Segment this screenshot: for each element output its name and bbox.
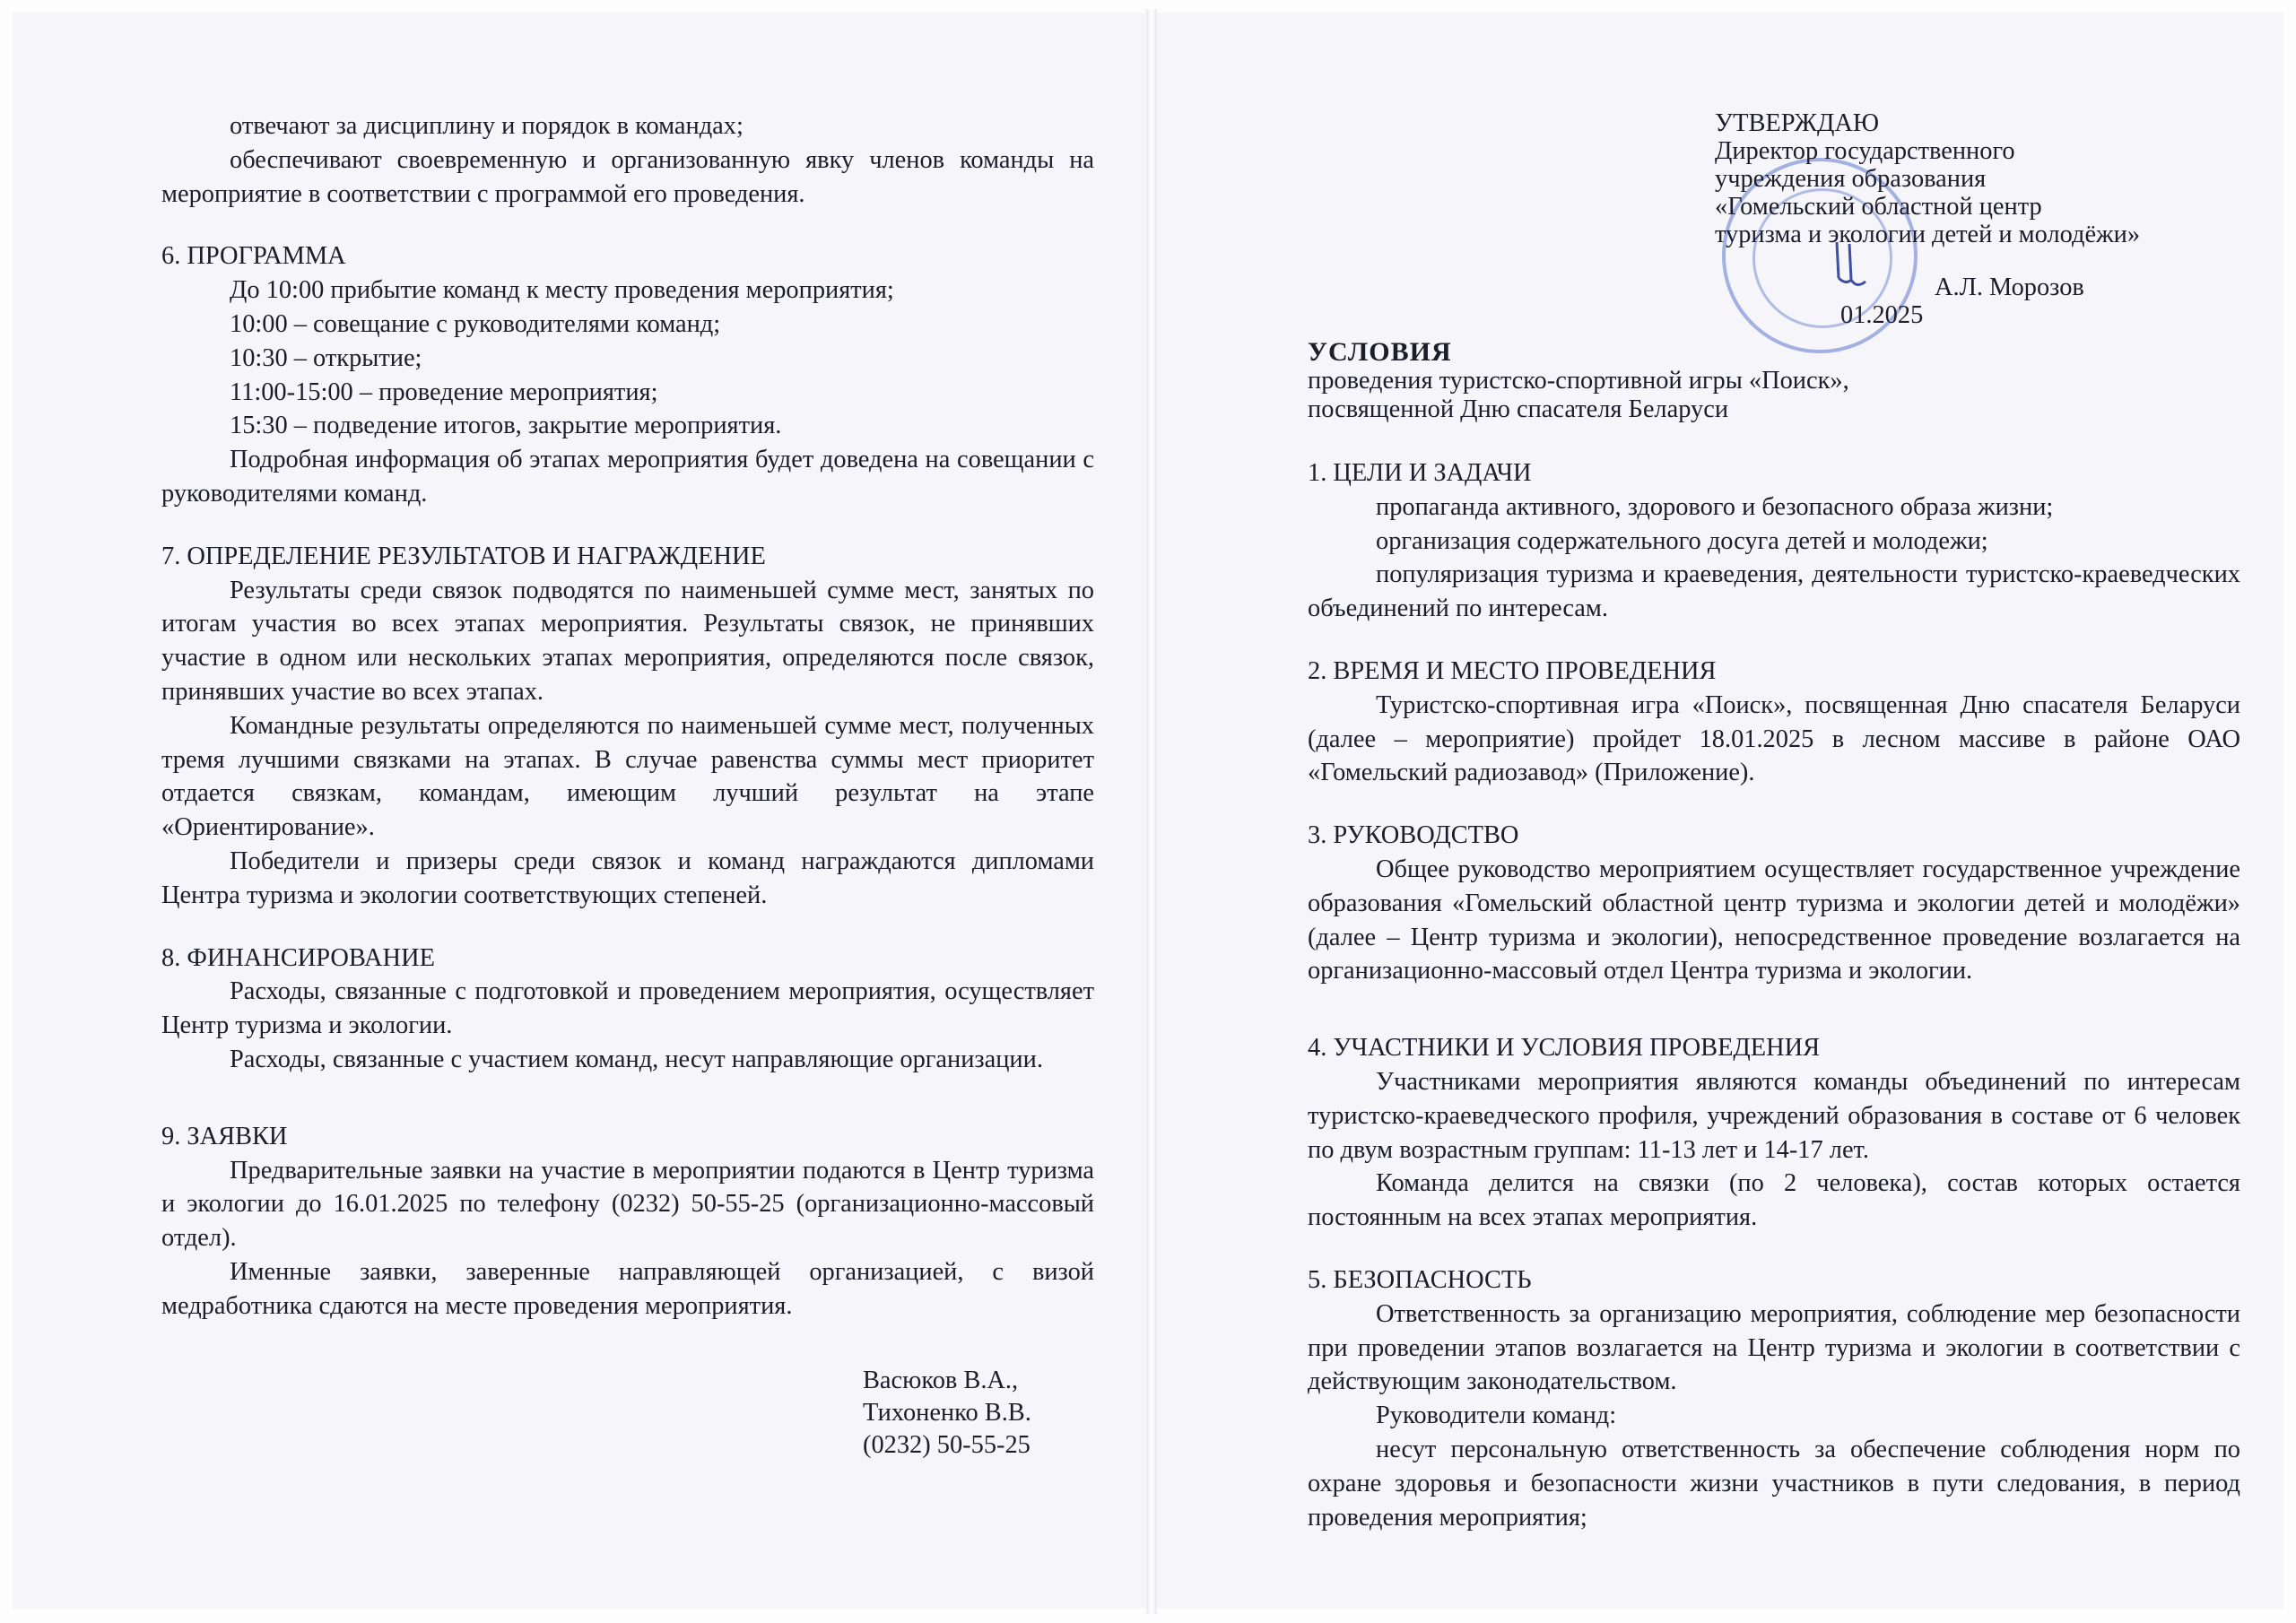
right-page-text	[1308, 109, 2240, 1534]
contact-line: Тихоненко В.В.	[863, 1398, 1031, 1427]
approval-name: А.Л. Морозов	[1935, 273, 2084, 301]
goal-item: пропаганда активного, здорового и безопасного образа жизни;	[1376, 492, 2054, 521]
program-item: 10:00 – совещание с руководителями команд;	[230, 309, 721, 338]
approval-line: Директор государственного	[1715, 137, 2015, 165]
goal-item: организация содержательного досуга детей и молодежи;	[1376, 526, 1988, 555]
intro-line-2: обеспечивают своевременную и организованную явку членов команды на мероприятие в соответствии с программой его проведения.	[161, 145, 1094, 208]
left-page-text	[161, 109, 1094, 1462]
safety-paragraph: несут персональную ответственность за обеспечение соблюдения норм по охране здоровья и безопасности жизни участников в пути следования, в период проведения мероприятия;	[1308, 1435, 2240, 1532]
section-heading-management: 3. РУКОВОДСТВО	[1308, 821, 1519, 850]
approval-line: туризма и экологии детей и молодёжи»	[1715, 221, 2141, 248]
document-title	[1308, 338, 2240, 424]
title-line: проведения туристско-спортивной игры «Поиск»,	[1308, 367, 1849, 395]
title-line: посвященной Дню спасателя Беларуси	[1308, 395, 1729, 423]
section-heading-time-place: 2. ВРЕМЯ И МЕСТО ПРОВЕДЕНИЯ	[1308, 656, 1717, 685]
section-heading-program: 6. ПРОГРАММА	[161, 242, 346, 271]
contact-line: (0232) 50-55-25	[863, 1430, 1031, 1459]
management-paragraph: Общее руководство мероприятием осуществляет государственное учреждение образования «Гомельский областной центр туризма и экологии детей и молодёжи» (далее – Центр туризма и экологии), непосредственное проведение возлагается на организационно-массовый отдел Центра туризма и экологии.	[1308, 855, 2240, 985]
applications-paragraph: Предварительные заявки на участие в мероприятии подаются в Центр туризма и экологии до 16.01.2025 по телефону (0232) 50-55-25 (организационно-массовый отдел).	[161, 1156, 1094, 1253]
approval-line: «Гомельский областной центр	[1715, 193, 2042, 221]
results-paragraph: Результаты среди связок подводятся по наименьшей сумме мест, занятых по итогам участия во всех этапах мероприятия. Результаты связок, не принявших участие в одном или нескольких этапах мероприятия, определяются после связок, принявших участие во всех этапах.	[161, 576, 1094, 706]
section-heading-financing: 8. ФИНАНСИРОВАНИЕ	[161, 943, 435, 972]
safety-paragraph: Руководители команд:	[1376, 1402, 1617, 1430]
section-heading-goals: 1. ЦЕЛИ И ЗАДАЧИ	[1308, 459, 1532, 487]
results-paragraph: Победители и призеры среди связок и команд награждаются дипломами Центра туризма и экологии соответствующих степеней.	[161, 846, 1094, 909]
financing-paragraph: Расходы, связанные с участием команд, несут направляющие организации.	[230, 1045, 1043, 1073]
section-heading-applications: 9. ЗАЯВКИ	[161, 1122, 288, 1150]
goal-item: популяризация туризма и краеведения, деятельности туристско-краеведческих объединений по интересам.	[1308, 560, 2240, 623]
program-note: Подробная информация об этапах мероприятия будет доведена на совещании с руководителями команд.	[161, 446, 1094, 508]
contact-line: Васюков В.А.,	[863, 1366, 1019, 1394]
approval-line: учреждения образования	[1715, 165, 1987, 193]
section-heading-safety: 5. БЕЗОПАСНОСТЬ	[1308, 1265, 1532, 1294]
time-place-paragraph: Туристско-спортивная игра «Поиск», посвященная Дню спасателя Беларуси (далее – мероприятие) пройдет 18.01.2025 в лесном массиве в районе ОАО «Гомельский радиозавод» (Приложение).	[1308, 690, 2240, 787]
page-fold	[1146, 9, 1157, 1614]
safety-paragraph: Ответственность за организацию мероприятия, соблюдение мер безопасности при проведении этапов возлагается на Центр туризма и экологии в соответствии с действующим законодательством.	[1308, 1299, 2240, 1396]
program-item: 11:00-15:00 – проведение мероприятия;	[230, 378, 658, 406]
approval-word: УТВЕРЖДАЮ	[1715, 109, 1880, 137]
program-item: До 10:00 прибытие команд к месту проведения мероприятия;	[230, 276, 894, 305]
applications-paragraph: Именные заявки, заверенные направляющей организацией, с визой медработника сдаются на месте проведения мероприятия.	[161, 1257, 1094, 1320]
intro-line-1: отвечают за дисциплину и порядок в командах;	[230, 112, 744, 140]
participants-paragraph: Команда делится на связки (по 2 человека), состав которых остается постоянным на всех этапах мероприятия.	[1308, 1169, 2240, 1232]
section-heading-results: 7. ОПРЕДЕЛЕНИЕ РЕЗУЛЬТАТОВ И НАГРАЖДЕНИЕ	[161, 542, 766, 570]
approval-date: 01.2025	[1840, 301, 1924, 329]
title-main: УСЛОВИЯ	[1308, 337, 1452, 367]
financing-paragraph: Расходы, связанные с подготовкой и проведением мероприятия, осуществляет Центр туризма и экологии.	[161, 977, 1094, 1040]
program-item: 10:30 – открытие;	[230, 343, 422, 372]
participants-paragraph: Участниками мероприятия являются команды объединений по интересам туристско-краеведческого профиля, учреждений образования в составе от 6 человек по двум возрастным группам: 11-13 лет и 14-17 лет.	[1308, 1067, 2240, 1164]
approval-block	[1715, 109, 2240, 329]
program-item: 15:30 – подведение итогов, закрытие мероприятия.	[230, 412, 782, 440]
results-paragraph: Командные результаты определяются по наименьшей сумме мест, полученных тремя лучшими связками на этапах. В случае равенства суммы мест приоритет отдается связкам, командам, имеющим лучший результат на этапе «Ориентирование».	[161, 711, 1094, 842]
section-heading-participants: 4. УЧАСТНИКИ И УСЛОВИЯ ПРОВЕДЕНИЯ	[1308, 1034, 1821, 1063]
contact-signature-block	[863, 1365, 1094, 1462]
